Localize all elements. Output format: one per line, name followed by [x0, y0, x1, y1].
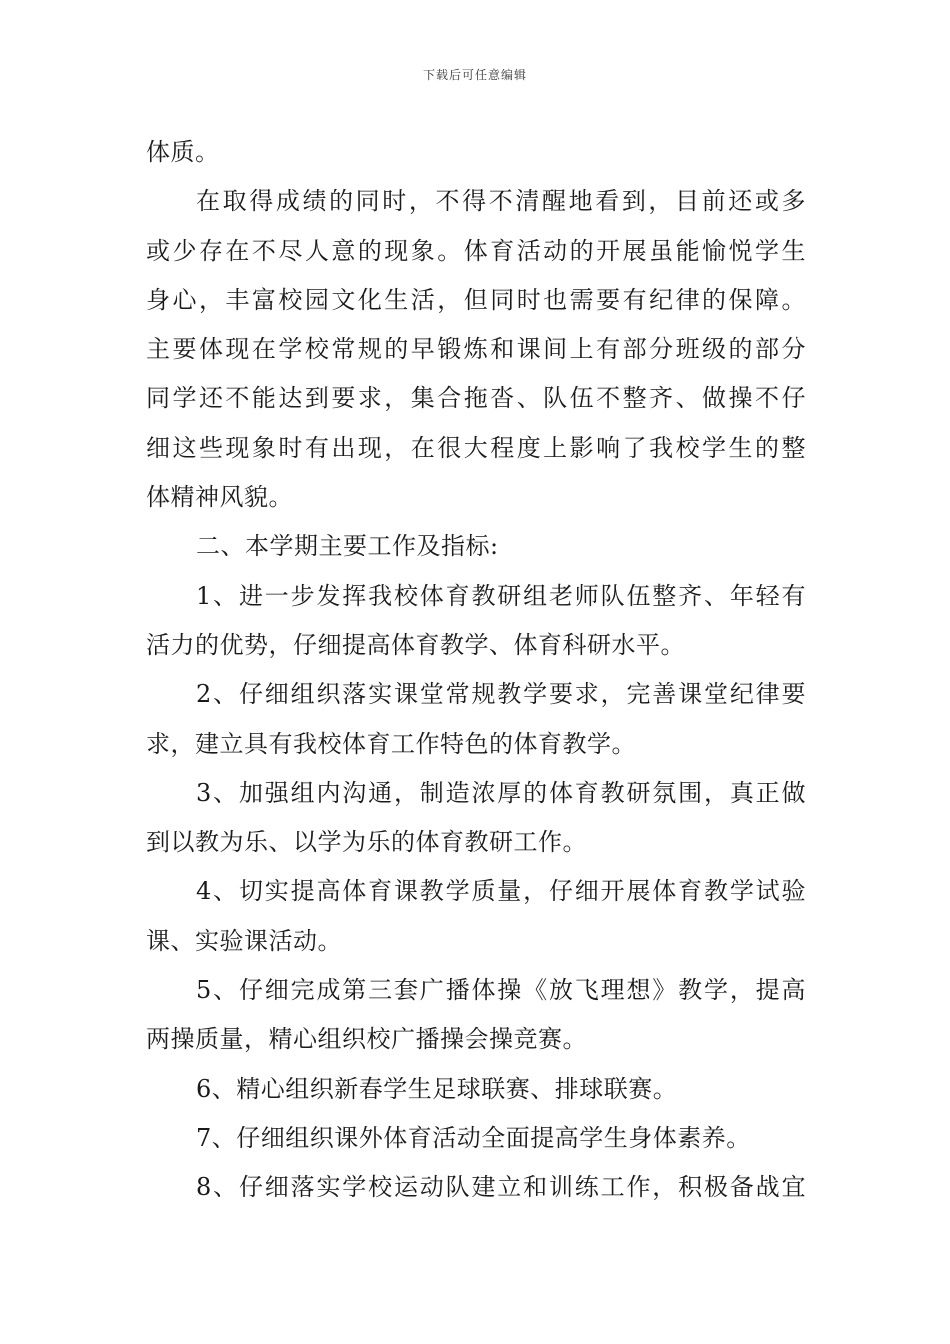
text-line: 3、加强组内沟通，制造浓厚的体育教研氛围，真正做: [196, 778, 806, 807]
text-line: 体精神风貌。: [146, 483, 293, 512]
text-line: 课、实验课活动。: [146, 926, 342, 955]
text-line: 4、切实提高体育课教学质量，仔细开展体育教学试验: [196, 877, 806, 906]
text-line: 身心，丰富校园文化生活，但同时也需要有纪律的保障。: [146, 285, 806, 314]
text-line: 8、仔细落实学校运动队建立和训练工作，积极备战宜: [196, 1173, 806, 1202]
document-body: [146, 128, 806, 1213]
text-line: 两操质量，精心组织校广播操会操竞赛。: [146, 1025, 587, 1054]
text-line: 到以教为乐、以学为乐的体育教研工作。: [146, 828, 587, 857]
text-line: 2、仔细组织落实课堂常规教学要求，完善课堂纪律要: [196, 680, 806, 709]
text-line: 或少存在不尽人意的现象。体育活动的开展虽能愉悦学生: [146, 236, 806, 265]
text-line: 在取得成绩的同时，不得不清醒地看到，目前还或多: [196, 187, 806, 216]
text-line: 细这些现象时有出现，在很大程度上影响了我校学生的整: [146, 433, 806, 462]
text-line: 二、本学期主要工作及指标:: [196, 532, 499, 561]
text-line: 5、仔细完成第三套广播体操《放飞理想》教学，提高: [196, 976, 806, 1005]
text-line: 体质。: [146, 138, 220, 166]
text-line: 活力的优势，仔细提高体育教学、体育科研水平。: [146, 630, 685, 659]
text-line: 同学还不能达到要求，集合拖沓、队伍不整齐、做操不仔: [146, 384, 806, 413]
page-header: 下载后可任意编辑: [422, 68, 527, 82]
text-line: 7、仔细组织课外体育活动全面提高学生身体素养。: [196, 1123, 751, 1152]
text-line: 主要体现在学校常规的早锻炼和课间上有部分班级的部分: [146, 335, 806, 364]
text-line: 求，建立具有我校体育工作特色的体育教学。: [146, 729, 636, 758]
text-line: 6、精心组织新春学生足球联赛、排球联赛。: [196, 1074, 678, 1103]
text-line: 1、进一步发挥我校体育教研组老师队伍整齐、年轻有: [196, 581, 806, 610]
